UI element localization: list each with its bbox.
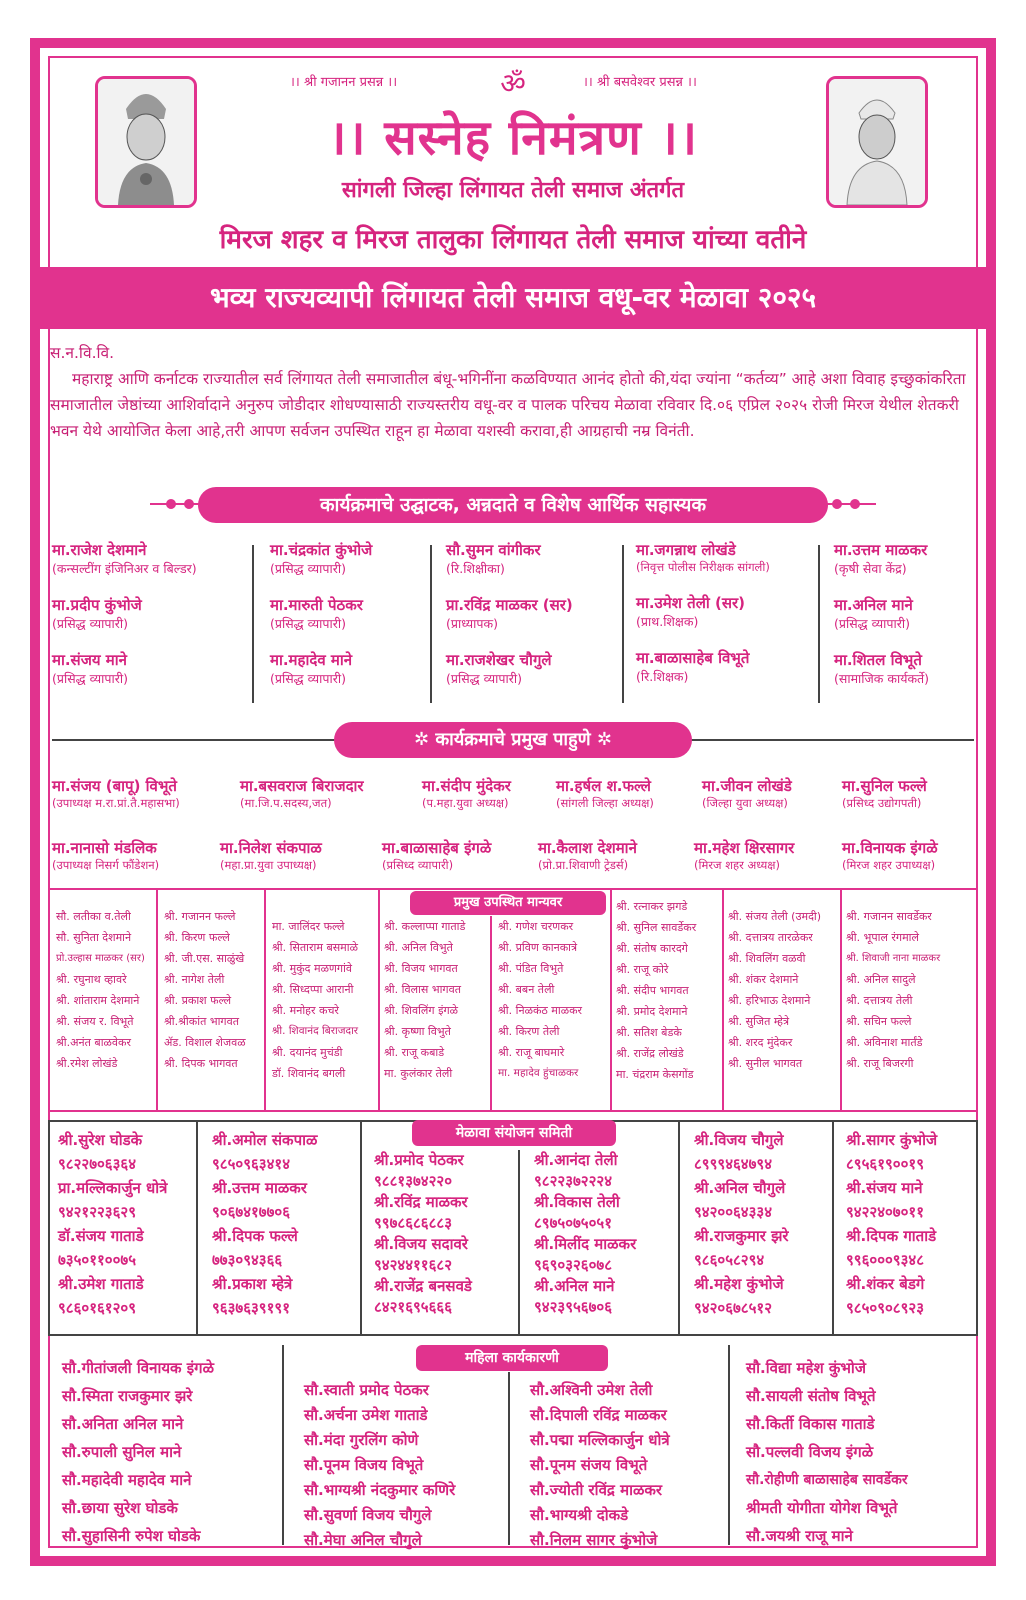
sponsor-role: (निवृत्त पोलीस निरीक्षक सांगली) (636, 560, 770, 574)
dignitary-name: सौ. लतीका व.तेली (56, 910, 131, 923)
women-member: सौ.पूनम संजय विभूते (530, 1456, 648, 1474)
dignitary-name: श्री. राजू बाघमारे (498, 1046, 565, 1059)
committee-name: श्री.उत्तम माळकर (212, 1179, 307, 1197)
dignitary-column (846, 906, 940, 1074)
dignitary-column (272, 916, 358, 1084)
dignitary-name: श्री. सुनिल सावर्डेकर (616, 921, 697, 934)
guest-role: (जिल्हा युवा अध्यक्ष) (702, 796, 788, 810)
committee-phone: ९४२०६७८५१२ (694, 1299, 773, 1317)
committee-name: श्री.विकास तेली (534, 1193, 620, 1211)
dignitary-name: श्री. प्रमोद देशमाने (616, 1005, 688, 1018)
dignitary-name: श्री. गजानन सावर्डेकर (846, 910, 932, 923)
guests-rule-left (52, 739, 342, 741)
women-column (62, 1354, 214, 1550)
dignitary-name: ॲड. विशाल शेजवळ (164, 1036, 246, 1049)
guest-role: (प्रो.प्रा.शिवाणी ट्रेडर्स) (538, 858, 629, 872)
committee-phone: ९४२२४०७०११ (846, 1203, 925, 1221)
column-divider (610, 888, 612, 1112)
guest-role: (महा.प्रा.युवा उपाध्यक्ष) (220, 858, 317, 872)
greeting: स.न.वि.वि. (50, 344, 115, 362)
guest-item (52, 776, 180, 811)
dignitary-column (498, 916, 582, 1084)
column-divider (818, 545, 820, 703)
women-column (530, 1378, 670, 1553)
dignitary-name: श्री. जी.एस. साळुंखे (164, 952, 245, 965)
sponsor-role: (प्रसिद्ध व्यापारी) (834, 616, 910, 631)
rule-dot (184, 499, 194, 509)
column-divider (360, 1120, 362, 1336)
committee-name: श्री.संजय माने (846, 1179, 923, 1197)
column-divider (508, 1372, 510, 1545)
dignitary-name: श्री. निळकंठ माळकर (498, 1004, 583, 1017)
sponsor-role: (रि.शिक्षीका) (446, 561, 505, 576)
guest-item (694, 838, 794, 873)
left-blessing: ।। श्री गजानन प्रसन्न ।। (290, 75, 398, 90)
dignitary-name: सौ. सुनिता देशमाने (56, 931, 132, 944)
sponsor-name: मा.चंद्रकांत कुंभोजे (270, 541, 373, 559)
women-member: सौ.दिपाली रविंद्र माळकर (530, 1406, 667, 1424)
women-member: सौ.अर्चना उमेश गाताडे (304, 1406, 428, 1424)
sponsor-name: मा.महादेव माने (270, 651, 353, 669)
sponsor-role: (कृषी सेवा केंद्र) (834, 561, 907, 576)
women-member: सौ.रोहीणी बाळासाहेब सावर्डेकर (746, 1472, 908, 1488)
women-member: सौ.मेघा अनिल चौगुले (304, 1531, 422, 1549)
dignitary-name: श्री. विलास भागवत (384, 983, 461, 996)
women-member: सौ.भाग्यश्री नंदकुमार कणिरे (304, 1481, 456, 1499)
dignitaries-heading: प्रमुख उपस्थित मान्यवर (410, 891, 606, 915)
column-divider (622, 545, 624, 703)
column-divider (282, 1345, 284, 1545)
committee-heading: मेळावा संयोजन समिती (412, 1120, 616, 1146)
women-member: सौ.निलम सागर कुंभोजे (530, 1531, 658, 1549)
sponsor-column (270, 540, 372, 687)
dignitary-name: श्री. गजानन फल्ले (164, 910, 236, 923)
committee-name: श्री.राजकुमार झरे (694, 1227, 789, 1245)
sponsor-name: सौ.सुमन वांगीकर (446, 541, 541, 559)
invitation-body: महाराष्ट्र आणि कर्नाटक राज्यातील सर्व लिंगायत तेली समाजातील बंधू-भगिनींना कळविण्यात आनंद होतो की,यंदा ज्यांना “कर्तव्य” आहे अशा विवाह इच्छुकांकरिता समाजातील जेष्ठांच्या आशिर्वादाने अनुरुप जोडीदार शोधण्यासाठी राज्यस्तरीय वधू-वर व पालक परिचय मेळावा रविवार दि.०६ एप्रिल २०२५ रोजी मिरज येथील शेतकरी भवन येथे आयोजित केला आहे,तरी आपण सर्वजन उपस्थित राहून हा मेळावा यशस्वी करावा,ही आग्रहाची नम्र विनंती. (50, 370, 966, 440)
dignitary-column (728, 906, 821, 1074)
dignitary-name: श्री. मुकुंद मळणगांवे (272, 962, 353, 975)
dignitary-name: श्री.श्रीकांत भागवत (164, 1015, 239, 1028)
committee-phone: ७३५०११००७५ (58, 1251, 137, 1269)
committee-phone: ९९७८६८६८८३ (374, 1214, 453, 1232)
santaji-portrait-icon (829, 79, 925, 205)
guest-role: (उपाध्यक्ष निसर्ग फौंडेशन) (52, 858, 160, 872)
dignitary-name: श्री. शिवलिंग वळवी (728, 952, 806, 965)
sponsor-role: (प्रसिद्ध व्यापारी) (446, 671, 522, 686)
sponsor-role: (प्रसिद्ध व्यापारी) (270, 671, 346, 686)
committee-phone: ९४२१२२३६२९ (58, 1203, 137, 1221)
women-member: सौ.अनिता अनिल माने (62, 1415, 184, 1433)
column-divider (264, 888, 266, 1112)
column-divider (156, 888, 158, 1112)
committee-column (58, 1128, 167, 1320)
basaveshwar-portrait-icon (98, 79, 194, 205)
committee-name: श्री.सुरेश घोडके (58, 1131, 143, 1149)
sponsor-role: (प्रसिद्ध व्यापारी) (270, 616, 346, 631)
women-member: सौ.पूनम विजय विभूते (304, 1456, 424, 1474)
subtitle-district: सांगली जिल्हा लिंगायत तेली समाज अंतर्गत (341, 178, 685, 203)
sponsor-name: मा.शितल विभूते (834, 651, 922, 669)
sponsor-column (52, 540, 197, 687)
dignitary-name: श्री. संदीप भागवत (616, 984, 689, 997)
dignitary-name: प्रो.उल्हास माळकर (सर) (56, 953, 145, 964)
women-column (746, 1354, 908, 1550)
guests-rule-right (684, 739, 974, 741)
guest-name: मा.सुनिल फल्ले (842, 777, 927, 795)
dignitary-name: श्री. शिवानंद बिराजदार (272, 1025, 359, 1037)
dignitary-name: श्री. शिवलिंग इंगळे (384, 1004, 459, 1017)
sponsor-column (446, 540, 573, 687)
guest-role: (प.महा.युवा अध्यक्ष) (422, 796, 509, 810)
rule-dot (832, 499, 842, 509)
committee-column (846, 1128, 937, 1320)
committee-phone: ९४२००६४३३४ (694, 1203, 773, 1221)
dignitary-name: श्री. भूपाल रंगमाले (846, 931, 919, 944)
committee-phone: ८९९९४६४७९४ (694, 1155, 773, 1173)
women-member: सौ.विद्या महेश कुंभोजे (746, 1359, 866, 1377)
women-member: सौ.जयश्री राजू माने (746, 1527, 853, 1545)
committee-name: श्री.दिपक फल्ले (212, 1227, 298, 1245)
women-column (304, 1378, 455, 1553)
women-member: सौ.महादेवी महादेव माने (62, 1471, 192, 1489)
women-member: सौ.छाया सुरेश घोडके (62, 1499, 178, 1517)
committee-name: श्री.सागर कुंभोजे (846, 1131, 938, 1149)
dignitary-name: श्री.रमेश लोखंडे (56, 1057, 118, 1070)
page-title: ।। सस्नेह निमंत्रण ।। (328, 110, 698, 166)
guest-item (556, 776, 654, 811)
women-member: सौ.पल्लवी विजय इंगळे (746, 1443, 874, 1461)
committee-phone: ९६९०३२६०७८ (534, 1256, 613, 1274)
guest-item (842, 838, 938, 873)
dignitary-name: श्री. रत्नाकर झगडे (616, 900, 688, 913)
committee-name: श्री.दिपक गाताडे (846, 1227, 937, 1245)
sponsor-name: मा.संजय माने (52, 651, 127, 669)
committee-phone: ८९७५०७५०५१ (534, 1214, 613, 1232)
committee-name: श्री.राजेंद्र बनसवडे (374, 1277, 472, 1295)
column-divider (196, 1120, 198, 1336)
guest-role: (सांगली जिल्हा अध्यक्ष) (556, 796, 654, 810)
dignitary-name: श्री. सुजित म्हेत्रे (728, 1015, 790, 1028)
guest-name: मा.हर्षल श.फल्ले (556, 777, 651, 795)
committee-phone: ९८६०१६१२०९ (58, 1299, 137, 1317)
dignitary-name: श्री. संतोष कारदगे (616, 942, 688, 955)
column-divider (490, 916, 492, 1112)
women-member: सौ.पद्मा मल्लिकार्जुन धोत्रे (530, 1431, 670, 1449)
dignitary-column (616, 896, 696, 1085)
dignitary-name: श्री. कृष्णा विभुते (384, 1025, 451, 1038)
sponsor-name: मा.बाळासाहेब विभूते (636, 649, 750, 667)
sponsor-name: मा.अनिल माने (834, 596, 913, 614)
guest-role: (मिरज शहर अध्यक्ष) (694, 858, 781, 872)
column-divider (678, 1120, 680, 1336)
committee-name: श्री.रविंद्र माळकर (374, 1193, 468, 1211)
guest-item (422, 776, 511, 811)
dignitary-name: श्री. दत्तात्रय तेली (846, 994, 913, 1007)
committee-name: श्री.अमोल संकपाळ (212, 1131, 318, 1149)
committee-name: श्री.उमेश गाताडे (58, 1275, 144, 1293)
dignitary-name: श्री. किरण फल्ले (164, 931, 230, 944)
column-divider (252, 545, 254, 703)
women-member: सौ.रुपाली सुनिल माने (62, 1443, 182, 1461)
column-divider (518, 1150, 520, 1336)
committee-phone: ९८८१३७४२२० (374, 1172, 453, 1190)
guest-item (702, 776, 792, 811)
committee-column (374, 1150, 472, 1318)
dignitary-name: श्री.अनंत बाळवेकर (56, 1036, 131, 1049)
right-blessing: ।। श्री बसवेश्वर प्रसन्न ।। (583, 75, 697, 90)
committee-name: श्री.प्रकाश म्हेत्रे (212, 1275, 293, 1293)
committee-phone: ९८२२३७२२२४ (534, 1172, 613, 1190)
committee-phone: ७७३०९४३६६ (212, 1251, 283, 1269)
column-divider (840, 888, 842, 1112)
rule-dot (850, 499, 860, 509)
committee-name: प्रा.मल्लिकार्जुन धोत्रे (58, 1179, 168, 1197)
sponsor-name: मा.राजेश देशमाने (52, 541, 147, 559)
sponsor-name: मा.मारुती पेठकर (270, 596, 363, 614)
guest-name: मा.नानासो मंडलिक (52, 839, 157, 857)
guest-name: मा.संदीप मुंदेकर (422, 777, 511, 795)
committee-phone: ८४२१६९५६६६ (374, 1298, 453, 1316)
women-member: सौ.मंदा गुरलिंग कोणे (304, 1431, 419, 1449)
right-portrait (826, 76, 928, 208)
committee-column (534, 1150, 636, 1318)
dignitary-name: मा. कुलंकार तेली (384, 1067, 453, 1080)
dignitary-name: मा. जालिंदर फल्ले (272, 920, 345, 933)
dignitary-name: श्री. राजू कबाडे (384, 1046, 445, 1059)
committee-name: श्री.अनिल माने (534, 1277, 615, 1295)
committee-phone: ८९५६१९००१९ (846, 1155, 925, 1173)
sponsors-heading: कार्यक्रमाचे उद्घाटक, अन्नदाते व विशेष आर्थिक सहास्यक (198, 487, 828, 523)
dignitary-name: श्री. शिवाजी नाना माळकर (846, 953, 941, 964)
dignitary-name: श्री. दिपक भागवत (164, 1057, 238, 1070)
sponsor-name: मा.जगन्नाथ लोखंडे (636, 541, 736, 559)
dignitary-name: श्री. पंडित विभुते (498, 962, 564, 975)
committee-name: श्री.विजय सदावरे (374, 1235, 468, 1253)
women-member: सौ.किर्ती विकास गाताडे (746, 1415, 875, 1433)
committee-name: श्री.मिलींद माळकर (534, 1235, 637, 1253)
committee-phone: ९८५०९०८९२३ (846, 1299, 925, 1317)
committee-name: श्री.शंकर बेडगे (846, 1275, 925, 1293)
sponsor-role: (प्राथ.शिक्षक) (636, 614, 699, 629)
guests-heading: ✲ कार्यक्रमाचे प्रमुख पाहुणे ✲ (334, 722, 692, 758)
committee-phone: ९८६०५८२९४ (694, 1251, 765, 1269)
dignitary-name: श्री. अनिल विभुते (384, 941, 453, 954)
women-member: सौ.भाग्यश्री दोकडे (530, 1506, 629, 1524)
dignitary-name: श्री. सुनील भागवत (728, 1057, 803, 1070)
guest-item (382, 838, 491, 873)
sponsor-name: मा.प्रदीप कुंभोजे (52, 596, 142, 614)
dignitary-name: श्री. दत्तात्रय तारळेकर (728, 931, 813, 944)
intro-text (50, 340, 980, 444)
guest-name: मा.बसवराज बिराजदार (240, 777, 364, 795)
sponsor-column (834, 540, 929, 687)
committee-name: श्री.विजय चौगुले (694, 1131, 784, 1149)
women-member: सौ.ज्योती रविंद्र माळकर (530, 1481, 663, 1499)
column-divider (378, 888, 380, 1112)
dignitary-name: श्री. किरण तेली (498, 1025, 560, 1038)
sponsor-role: (सामाजिक कार्यकर्ते) (834, 671, 930, 686)
sponsor-column (636, 540, 770, 685)
guest-name: मा.बाळासाहेब इंगळे (382, 839, 492, 857)
committee-name: श्री.आनंदा तेली (534, 1151, 618, 1169)
sponsor-name: प्रा.रविंद्र माळकर (सर) (446, 596, 573, 614)
rule-dot (166, 499, 176, 509)
dignitary-name: श्री. कल्लाप्पा गाताडे (384, 920, 466, 933)
dignitary-name: श्री. मनोहर कचरे (272, 1004, 339, 1017)
committee-phone: ९८५०९६३४१४ (212, 1155, 291, 1173)
column-divider (832, 1120, 834, 1336)
dignitary-column (164, 906, 246, 1074)
guest-name: मा.संजय (बापू) विभूते (52, 777, 177, 795)
dignitary-name: मा. चंद्रराम केसगोंड (616, 1068, 694, 1081)
dignitary-name: श्री. हरिभाऊ देशमाने (728, 994, 811, 1007)
dignitary-column (384, 916, 465, 1084)
guest-item (538, 838, 637, 873)
sponsor-name: मा.राजशेखर चौगुले (446, 651, 552, 669)
guest-name: मा.विनायक इंगळे (842, 839, 938, 857)
committee-name: श्री.अनिल चौगुले (694, 1179, 786, 1197)
column-divider (728, 1345, 730, 1545)
dignitary-name: श्री. विजय भागवत (384, 962, 458, 975)
guest-role: (प्रसिध्द उद्योगपती) (842, 796, 922, 810)
committee-name: श्री.प्रमोद पेठकर (374, 1151, 464, 1169)
column-divider (430, 545, 432, 703)
women-member: सौ.सुहासिनी रुपेश घोडके (62, 1527, 201, 1545)
guest-role: (उपाध्यक्ष म.रा.प्रां.तै.महासभा) (52, 796, 180, 810)
guest-name: मा.जीवन लोखंडे (702, 777, 792, 795)
sponsor-role: (प्राध्यापक) (446, 616, 498, 631)
dignitary-name: श्री. अनिल सादुले (846, 973, 916, 986)
guest-item (240, 776, 364, 811)
committee-column (212, 1128, 317, 1320)
sponsor-name: मा.उमेश तेली (सर) (636, 594, 745, 612)
sponsor-role: (प्रसिद्ध व्यापारी) (270, 561, 346, 576)
guest-role: (प्रसिध्द व्यापारी) (382, 858, 454, 872)
dignitary-name: श्री. अविनाश मार्तंडे (846, 1036, 923, 1049)
dignitary-name: श्री. संजय तेली (उमदी) (728, 910, 822, 923)
women-member: सौ.सुवर्णा विजय चौगुले (304, 1506, 432, 1524)
women-member: सौ.गीतांजली विनायक इंगळे (62, 1359, 214, 1377)
subtitle-organizer: मिरज शहर व मिरज तालुका लिंगायत तेली समाज यांच्या वतीने (219, 225, 807, 255)
dignitary-name: श्री. शंकर देशमाने (728, 973, 799, 986)
guest-item (220, 838, 322, 873)
dignitary-name: श्री. शांताराम देशमाने (56, 994, 140, 1007)
dignitary-name: श्री. राजू कोरे (616, 963, 669, 976)
dignitary-name: श्री. प्रविण कानकात्रे (498, 941, 578, 954)
committee-phone: ९९६०००९३४८ (846, 1251, 925, 1269)
dignitary-name: श्री. शरद मुंदेकर (728, 1036, 793, 1049)
committee-phone: ९४२४४११६८२ (374, 1256, 453, 1274)
women-member: सौ.स्वाती प्रमोद पेठकर (304, 1381, 429, 1399)
guest-name: मा.महेश क्षिरसागर (694, 839, 795, 857)
women-member: सौ.अश्विनी उमेश तेली (530, 1381, 653, 1399)
sponsor-role: (रि.शिक्षक) (636, 669, 689, 684)
dignitary-name: श्री. संजय र. विभूते (56, 1015, 134, 1028)
dignitary-name: श्री. नागेश तेली (164, 973, 225, 986)
committee-phone: ९०६७४१७७०६ (212, 1203, 291, 1221)
dignitary-name: श्री. दयानंद मुचंडी (272, 1046, 343, 1059)
dignitary-name: श्री. गणेश चरणकर (498, 920, 574, 933)
dignitary-name: श्री. बबन तेली (498, 983, 555, 996)
sponsor-role: (प्रसिद्ध व्यापारी) (52, 671, 128, 686)
committee-box (48, 1120, 978, 1336)
dignitary-name: श्री. राजू बिजरगी (846, 1057, 914, 1070)
dignitary-name: श्री. सतिश बेडके (616, 1026, 682, 1039)
dignitary-name: श्री. राजेंद्र लोखंडे (616, 1047, 684, 1060)
sponsor-role: (प्रसिद्ध व्यापारी) (52, 616, 128, 631)
dignitary-name: श्री. सिध्दप्पा आरानी (272, 983, 354, 996)
column-divider (722, 888, 724, 1112)
dignitary-name: मा. महादेव हुंचाळकर (498, 1067, 579, 1079)
committee-name: डॉ.संजय गाताडे (58, 1227, 144, 1245)
sponsor-role: (कन्सल्टींग इंजिनिअर व बिल्डर) (52, 561, 197, 576)
dignitary-name: श्री. प्रकाश फल्ले (164, 994, 232, 1007)
dignitary-name: श्री. रघुनाथ व्हावरे (56, 973, 127, 986)
dignitary-column (56, 906, 145, 1074)
guest-role: (मा.जि.प.सदस्य,जत) (240, 796, 332, 810)
dignitary-name: श्री. सिताराम बसमाळे (272, 941, 358, 954)
event-banner: भव्य राज्यव्यापी लिंगायत तेली समाज वधू-वर मेळावा २०२५ (30, 267, 996, 329)
guest-item (52, 838, 159, 873)
guest-role: (मिरज शहर उपाध्यक्ष) (842, 858, 936, 872)
dignitary-name: डॉ. शिवानंद बगली (272, 1067, 346, 1080)
committee-phone: ९६३७६३९१९१ (212, 1299, 291, 1317)
sponsor-name: मा.उत्तम माळकर (834, 541, 928, 559)
committee-name: श्री.महेश कुंभोजे (694, 1275, 784, 1293)
left-portrait (95, 76, 197, 208)
committee-phone: ९८२२७०६३६४ (58, 1155, 137, 1173)
om-symbol: ॐ (500, 67, 526, 100)
committee-phone: ९४२३९५६७०६ (534, 1298, 613, 1316)
women-member: श्रीमती योगीता योगेश विभूते (746, 1499, 898, 1517)
women-member: सौ.सायली संतोष विभूते (746, 1387, 876, 1405)
women-heading: महिला कार्यकारणी (416, 1345, 608, 1371)
guest-item (842, 776, 927, 811)
dignitary-name: श्री. सचिन फल्ले (846, 1015, 912, 1028)
women-member: सौ.स्मिता राजकुमार झरे (62, 1387, 193, 1405)
guest-name: मा.निलेश संकपाळ (220, 839, 322, 857)
guest-name: मा.कैलाश देशमाने (538, 839, 637, 857)
committee-column (694, 1128, 789, 1320)
